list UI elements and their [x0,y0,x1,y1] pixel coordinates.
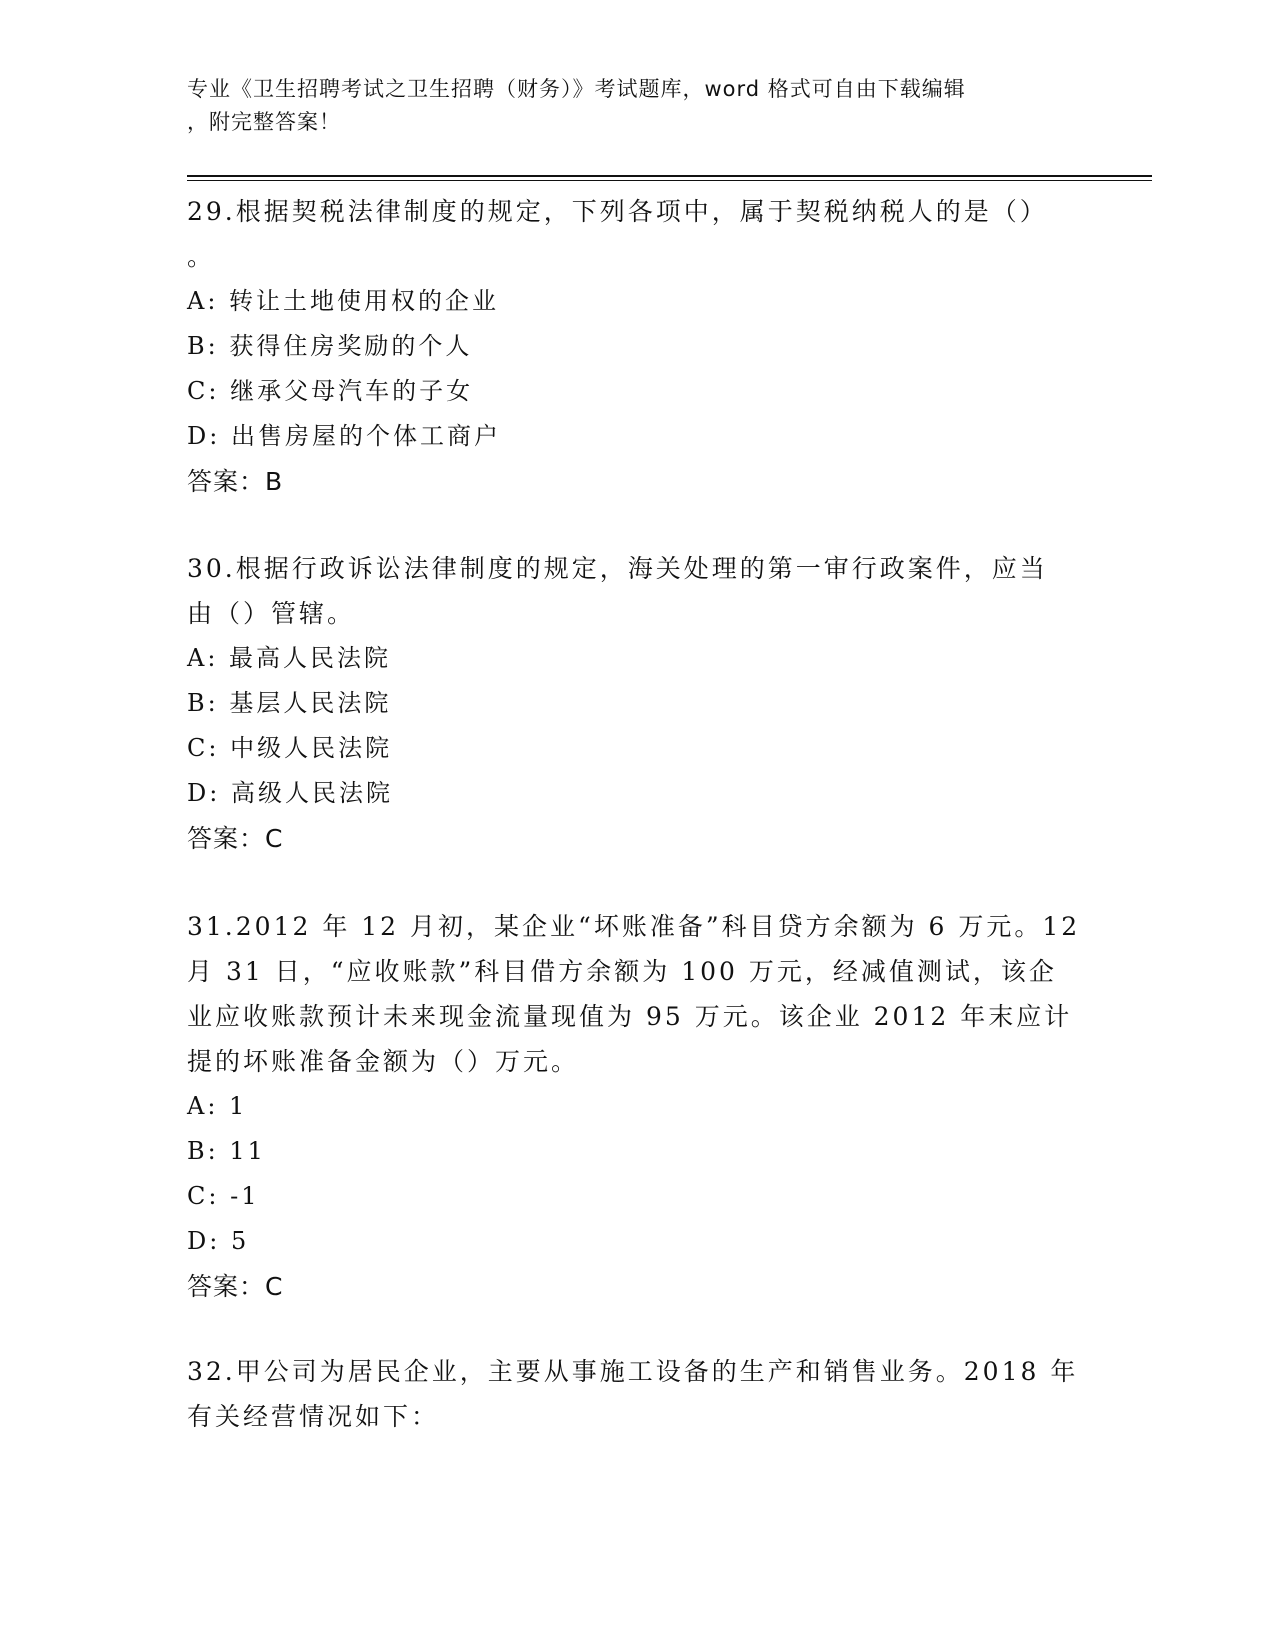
question-29 [187,189,1087,504]
option-a: A: 最高人民法院 [187,644,392,672]
option-b: B: 11 [187,1137,266,1165]
option-d: D: 5 [187,1227,250,1255]
question-text-line: 提的坏账准备金额为（）万元。 [187,1047,580,1076]
option-a: A: 1 [187,1092,248,1120]
header-divider-thick [187,175,1152,177]
question-text-line: 由（）管辖。 [187,599,356,628]
option-d: D: 出售房屋的个体工商户 [187,422,501,450]
document-header [187,73,1067,139]
option-a: A: 转让土地使用权的企业 [187,287,500,315]
option-c: C: 继承父母汽车的子女 [187,377,474,405]
header-divider-thin [187,180,1152,181]
question-text-line: 32.甲公司为居民企业，主要从事施工设备的生产和销售业务。2018 年 [187,1357,1079,1386]
question-text-line: 31.2012 年 12 月初，某企业“坏账准备”科目贷方余额为 6 万元。12 [187,912,1081,941]
header-line-1: 专业《卫生招聘考试之卫生招聘（财务）》考试题库，word 格式可自由下载编辑 [187,77,966,101]
option-c: C: 中级人民法院 [187,734,393,762]
question-text-line: 。 [187,242,216,271]
question-30 [187,546,1087,861]
answer-line: 答案：C [187,1272,284,1301]
question-text-line: 29.根据契税法律制度的规定，下列各项中，属于契税纳税人的是（） [187,197,1048,226]
option-b: B: 基层人民法院 [187,689,392,717]
question-text-line: 30.根据行政诉讼法律制度的规定，海关处理的第一审行政案件，应当 [187,554,1048,583]
question-text-line: 业应收账款预计未来现金流量现值为 95 万元。该企业 2012 年末应计 [187,1002,1073,1031]
question-text-line: 月 31 日，“应收账款”科目借方余额为 100 万元，经减值测试，该企 [187,957,1057,986]
option-b: B: 获得住房奖励的个人 [187,332,473,360]
header-line-2: ，附完整答案！ [187,110,341,134]
answer-line: 答案：B [187,467,284,496]
option-d: D: 高级人民法院 [187,779,393,807]
option-c: C: -1 [187,1182,260,1210]
question-31 [187,904,1087,1309]
question-text-line: 有关经营情况如下： [187,1402,440,1431]
answer-line: 答案：C [187,824,284,853]
question-32 [187,1349,1087,1439]
